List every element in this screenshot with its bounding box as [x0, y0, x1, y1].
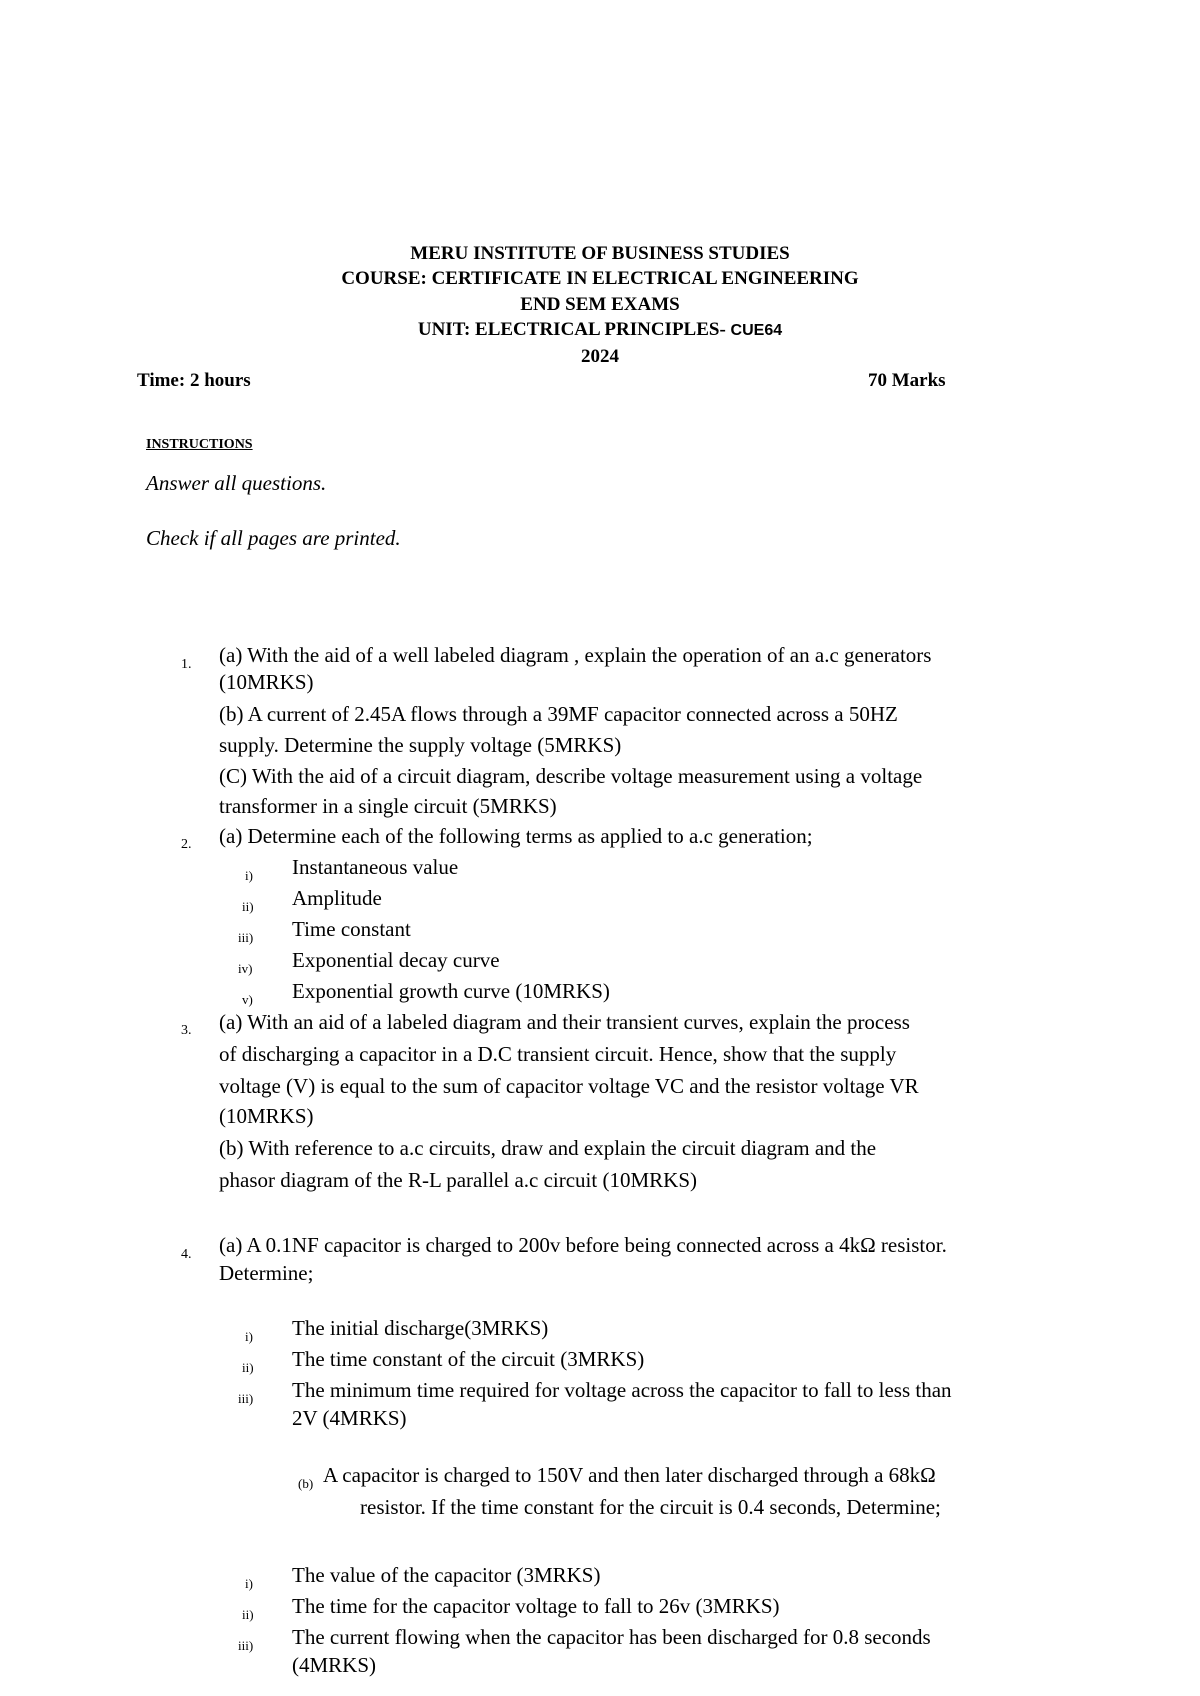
list-marker: ii)	[242, 1360, 254, 1375]
question-number: 3.	[181, 1023, 192, 1038]
question-text: (C) With the aid of a circuit diagram, describe voltage measurement using a voltage	[219, 764, 923, 788]
instructions-heading: INSTRUCTIONS	[146, 437, 253, 452]
list-marker: iv)	[238, 961, 253, 976]
list-item: Exponential decay curve	[292, 948, 500, 972]
question-text: (a) With an aid of a labeled diagram and their transient curves, explain the process	[219, 1010, 910, 1034]
exam-year: 2024	[581, 345, 619, 367]
unit-code: CUE64	[730, 322, 783, 340]
institute-name: MERU INSTITUTE OF BUSINESS STUDIES	[410, 243, 790, 264]
list-marker: iii)	[238, 1391, 254, 1406]
unit-title	[0, 317, 1200, 343]
question-text: (b) With reference to a.c circuits, draw and explain the circuit diagram and the	[219, 1136, 877, 1160]
instruction-line: Check if all pages are printed.	[146, 526, 401, 550]
question-number: 1.	[181, 657, 192, 672]
question-text: voltage (V) is equal to the sum of capacitor voltage VC and the resistor voltage VR	[219, 1074, 919, 1098]
list-item: The time for the capacitor voltage to fall to 26v (3MRKS)	[292, 1594, 780, 1618]
sub-question-marker: (b)	[298, 1476, 314, 1491]
unit-label: UNIT: ELECTRICAL PRINCIPLES-	[417, 319, 726, 341]
list-item: Amplitude	[292, 886, 382, 910]
exam-title: END SEM EXAMS	[520, 293, 680, 315]
exam-header	[0, 241, 1200, 369]
question-text: supply. Determine the supply voltage (5MRKS)	[219, 733, 622, 757]
list-marker: i)	[245, 1576, 253, 1591]
question-text: A capacitor is charged to 150V and then later discharged through a 68kΩ	[323, 1463, 936, 1487]
question-number: 2.	[181, 837, 192, 852]
question-text: resistor. If the time constant for the circuit is 0.4 seconds, Determine;	[360, 1495, 941, 1519]
course-title: COURSE: CERTIFICATE IN ELECTRICAL ENGINEERING	[341, 268, 859, 290]
list-marker: ii)	[242, 899, 254, 914]
list-item: The minimum time required for voltage across the capacitor to fall to less than	[292, 1378, 952, 1402]
list-marker: ii)	[242, 1607, 254, 1622]
question-number: 4.	[181, 1247, 192, 1262]
list-marker: i)	[245, 1329, 253, 1344]
list-marker: iii)	[238, 930, 254, 945]
question-text: (10MRKS)	[219, 670, 314, 694]
list-item: Exponential growth curve (10MRKS)	[292, 979, 610, 1003]
question-text: (a) Determine each of the following terms as applied to a.c generation;	[219, 824, 813, 848]
question-text: transformer in a single circuit (5MRKS)	[219, 794, 557, 818]
list-item: The value of the capacitor (3MRKS)	[292, 1563, 601, 1587]
question-text: (a) With the aid of a well labeled diagram , explain the operation of an a.c generators	[219, 643, 932, 667]
list-item: Instantaneous value	[292, 855, 459, 879]
list-item: The initial discharge(3MRKS)	[292, 1316, 549, 1340]
question-text: phasor diagram of the R-L parallel a.c circuit (10MRKS)	[219, 1168, 697, 1192]
list-item-continued: (4MRKS)	[292, 1653, 377, 1677]
question-text: Determine;	[219, 1261, 314, 1285]
instruction-line: Answer all questions.	[146, 471, 327, 495]
list-marker: iii)	[238, 1638, 254, 1653]
question-text: (a) A 0.1NF capacitor is charged to 200v before being connected across a 4kΩ resistor.	[219, 1233, 947, 1257]
list-item: Time constant	[292, 917, 411, 941]
question-text: (10MRKS)	[219, 1104, 314, 1128]
total-marks: 70 Marks	[868, 370, 946, 391]
list-marker: i)	[245, 868, 253, 883]
question-text: (b) A current of 2.45A flows through a 39MF capacitor connected across a 50HZ	[219, 702, 898, 726]
question-text: of discharging a capacitor in a D.C transient circuit. Hence, show that the supply	[219, 1042, 897, 1066]
list-item-continued: 2V (4MRKS)	[292, 1406, 407, 1430]
list-item: The time constant of the circuit (3MRKS)	[292, 1347, 645, 1371]
list-marker: v)	[242, 992, 253, 1007]
exam-duration: Time: 2 hours	[137, 370, 251, 391]
list-item: The current flowing when the capacitor has been discharged for 0.8 seconds	[292, 1625, 931, 1649]
